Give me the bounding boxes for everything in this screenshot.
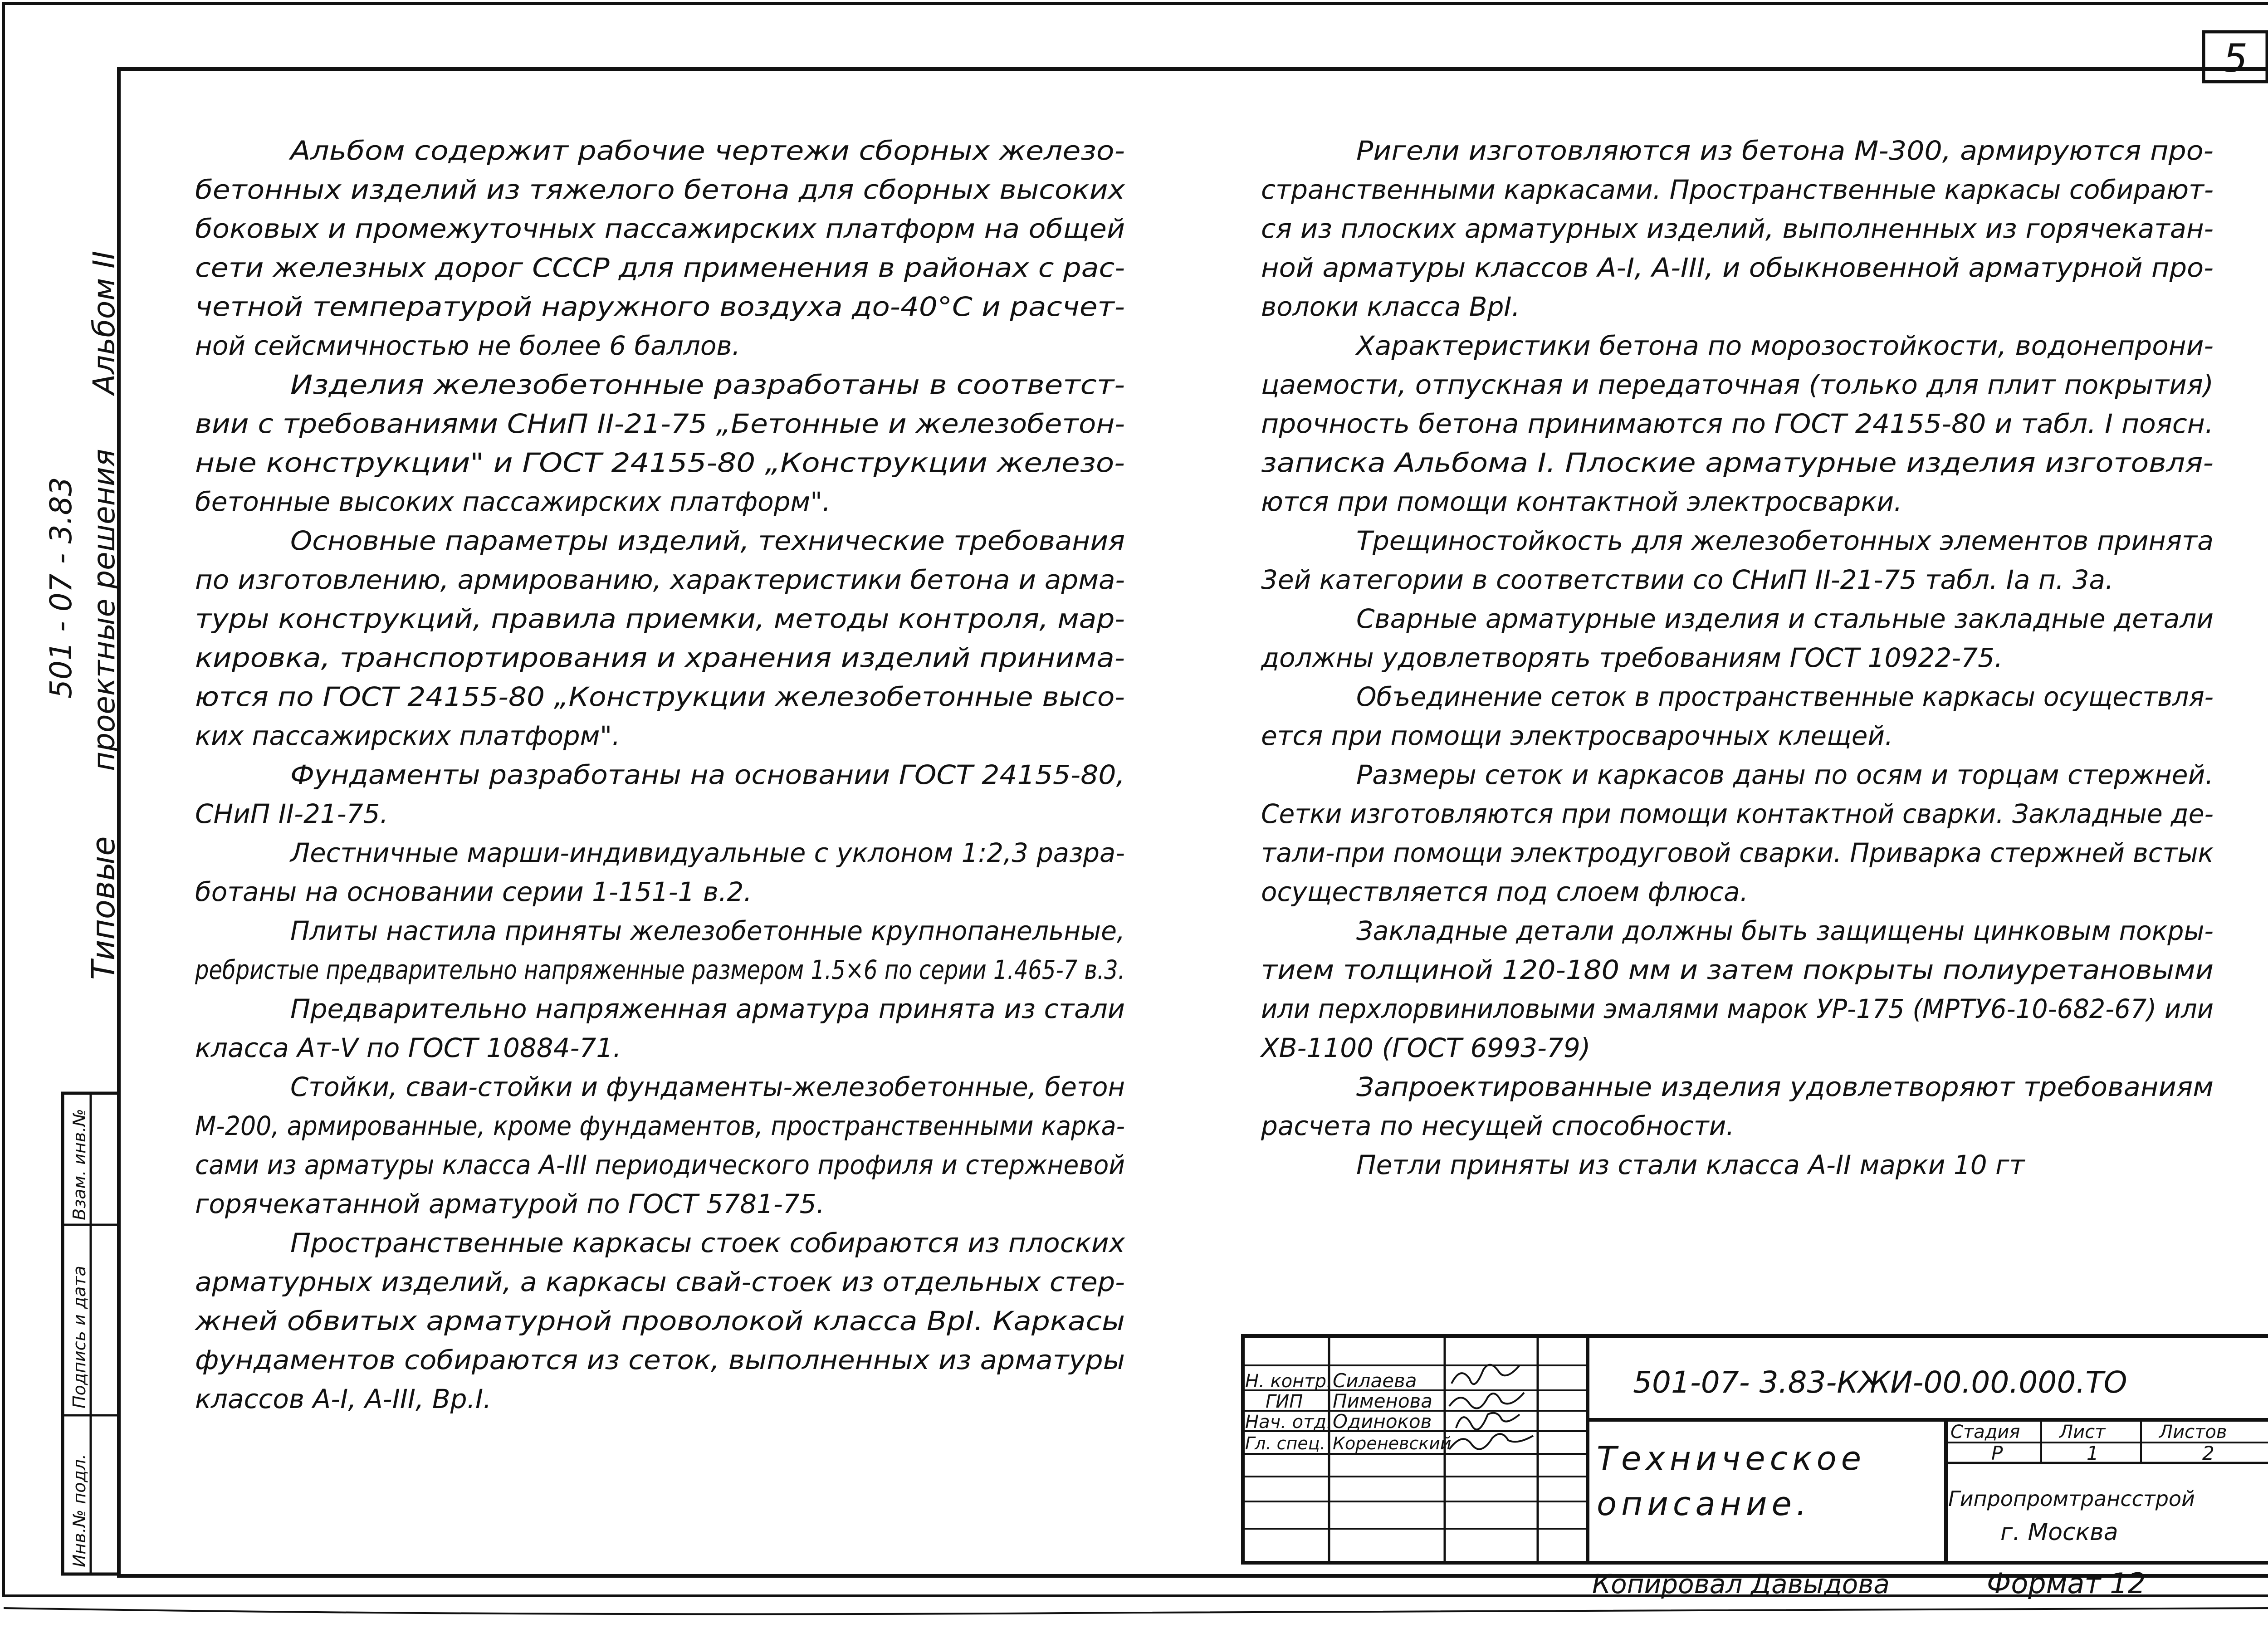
sheets-header: Листов: [2159, 1422, 2227, 1443]
text-line: четной температурой наружного воздуха до-40°С и расчет-: [195, 291, 1125, 322]
text-line: Лестничные марши-индивидуальные с уклоном 1:2,3 разра-: [289, 837, 1125, 868]
text-line: ХВ-1100 (ГОСТ 6993-79): [1261, 1032, 1591, 1063]
sheet-number: 5: [2223, 36, 2248, 81]
text-line: осуществляется под слоем флюса.: [1261, 876, 1749, 907]
text-line: Изделия железобетонные разработаны в соответст-: [290, 369, 1125, 400]
text-line: ются по ГОСТ 24155-80 „Конструкции железобетонные высо-: [195, 681, 1125, 712]
text-line: бетонных изделий из тяжелого бетона для сборных высоких: [195, 174, 1125, 205]
text-line: кировка, транспортирования и хранения изделий принима-: [195, 642, 1125, 673]
text-line: Размеры сеток и каркасов даны по осям и торцам стержней.: [1356, 759, 2214, 790]
text-line: классов А-I, А-III, Вр.I.: [195, 1384, 492, 1414]
text-line: Характеристики бетона по морозостойкости, водонепрони-: [1354, 330, 2214, 361]
text-line: горячекатанной арматурой по ГОСТ 5781-75.: [195, 1188, 825, 1219]
text-line: цаемости, отпускная и передаточная (только для плит покрытия): [1261, 369, 2214, 400]
name-silaeva: Силаева: [1333, 1369, 1417, 1392]
series-title-line2: проектные решения: [87, 449, 122, 771]
text-line: по изготовлению, армированию, характеристики бетона и арма-: [195, 564, 1125, 595]
name-pimenova: Пименова: [1333, 1390, 1433, 1412]
organization-line1: Гипропромтрансстрой: [1948, 1487, 2195, 1511]
name-odinokov: Одиноков: [1333, 1410, 1432, 1433]
left-stamp: [63, 1093, 119, 1574]
text-line: фундаментов собираются из сеток, выполненных из арматуры: [195, 1345, 1125, 1375]
text-line: Основные параметры изделий, технические требования: [290, 525, 1125, 556]
text-line: туры конструкций, правила приемки, методы контроля, мар-: [195, 603, 1125, 634]
text-line: вии с требованиями СНиП II-21-75 „Бетонные и железобетон-: [195, 408, 1125, 439]
text-line: ких пассажирских платформ".: [195, 720, 621, 751]
signature-1: [1452, 1365, 1520, 1384]
series-code: 501 - 07 - 3.83: [44, 477, 78, 699]
role-nach-otd: Нач. отд.: [1245, 1412, 1332, 1433]
signature-2: [1449, 1393, 1524, 1408]
format-label: Формат 12: [1987, 1567, 2146, 1600]
text-line: бетонные высоких пассажирских платформ".: [195, 486, 831, 517]
text-line: Закладные детали должны быть защищены цинковым покры-: [1356, 915, 2214, 946]
left-text-column: [194, 135, 1125, 1414]
text-line: класса Ат-V по ГОСТ 10884-71.: [195, 1032, 621, 1063]
album-label: Альбом II: [87, 250, 122, 395]
sheets-value: 2: [2202, 1442, 2214, 1464]
organization-line2: г. Москва: [2000, 1519, 2118, 1546]
text-line: боковых и промежуточных пассажирских платформ на общей: [195, 213, 1125, 244]
text-line: ной сейсмичностью не более 6 баллов.: [195, 330, 740, 361]
text-line: Фундаменты разработаны на основании ГОСТ 24155-80,: [290, 759, 1125, 790]
text-line: ются при помощи контактной электросварки.: [1261, 486, 1902, 517]
text-line: 3ей категории в соответствии со СНиП II-21-75 табл. Iа п. 3а.: [1261, 564, 2114, 595]
text-line: Сетки изготовляются при помощи контактной сварки. Закладные де-: [1261, 798, 2214, 829]
text-line: Ригели изготовляются из бетона М-300, армируются про-: [1356, 135, 2214, 166]
sheet-header: Лист: [2059, 1422, 2106, 1443]
series-title-line1: Типовые: [85, 836, 122, 980]
text-line: М-200, армированные, кроме фундаментов, пространственными карка-: [195, 1110, 1125, 1141]
text-line: ные конструкции" и ГОСТ 24155-80 „Конструкции железо-: [195, 447, 1125, 478]
text-line: тием толщиной 120-180 мм и затем покрыты полиуретановыми: [1261, 954, 2214, 985]
text-line: Трещиностойкость для железобетонных элементов принята: [1356, 525, 2214, 556]
sheet-value: 1: [2087, 1442, 2099, 1464]
document-title-line2: описание.: [1597, 1485, 1811, 1523]
text-line: Петли приняты из стали класса А-II марки 10 гт: [1356, 1149, 2025, 1180]
text-line: ется при помощи электросварочных клещей.: [1261, 720, 1893, 751]
role-gip: ГИП: [1266, 1391, 1303, 1412]
text-line: жней обвитых арматурной проволокой класса ВрI. Каркасы: [194, 1306, 1125, 1336]
sheet-edge: [4, 1608, 2268, 1614]
stamp-cell-replace: Взам. инв.№: [69, 1109, 89, 1220]
text-line: сами из арматуры класса А-III периодического профиля и стержневой: [195, 1149, 1125, 1180]
text-line: ся из плоских арматурных изделий, выполненных из горячекатан-: [1261, 213, 2214, 244]
stage-value: Р: [1991, 1442, 2003, 1464]
text-line: расчета по несущей способности.: [1261, 1110, 1735, 1141]
text-line: ной арматуры классов А-I, А-III, и обыкновенной арматурной про-: [1261, 252, 2214, 283]
text-line: арматурных изделий, а каркасы свай-стоек из отдельных стер-: [195, 1267, 1125, 1297]
stamp-cell-signature: Подпись и дата: [69, 1266, 89, 1408]
text-line: сети железных дорог СССР для применения в районах с рас-: [195, 252, 1125, 283]
text-line: Сварные арматурные изделия и стальные закладные детали: [1356, 603, 2214, 634]
title-block: [1243, 1336, 2268, 1563]
signature-4: [1449, 1434, 1533, 1449]
text-line: записка Альбома I. Плоские арматурные изделия изготовля-: [1261, 447, 2214, 478]
name-korenevsky: Кореневский: [1333, 1433, 1452, 1453]
text-line: прочность бетона принимаются по ГОСТ 24155-80 и табл. I поясн.: [1261, 408, 2214, 439]
document-title-line1: Техническое: [1597, 1439, 1866, 1477]
text-line: Объединение сеток в пространственные каркасы осуществля-: [1356, 681, 2214, 712]
signature-3: [1456, 1413, 1520, 1430]
stamp-cell-inv: Инв.№ подл.: [69, 1453, 89, 1567]
text-line: Пространственные каркасы стоек собираются из плоских: [290, 1227, 1125, 1258]
text-line: Запроектированные изделия удовлетворяют требованиям: [1356, 1071, 2214, 1102]
text-line: должны удовлетворять требованиям ГОСТ 10922-75.: [1261, 642, 2003, 673]
copied-by: Копировал Давыдова: [1592, 1569, 1890, 1599]
document-designation: 501-07- 3.83-КЖИ-00.00.000.ТО: [1633, 1365, 2127, 1400]
text-line: или перхлорвиниловыми эмалями марок УР-175 (МРТУ6-10-682-67) или: [1261, 993, 2214, 1024]
text-line: волоки класса ВрI.: [1261, 291, 1520, 322]
stage-header: Стадия: [1950, 1422, 2020, 1443]
role-n-kontr: Н. контр.: [1245, 1371, 1332, 1392]
text-line: Альбом содержит рабочие чертежи сборных железо-: [288, 135, 1125, 166]
text-line: ботаны на основании серии 1-151-1 в.2.: [195, 876, 752, 907]
text-line: Плиты настила приняты железобетонные крупнопанельные,: [290, 915, 1125, 946]
text-line: ребристые предварительно напряженные размером 1.5×6 по серии 1.465-7 в.3.: [195, 954, 1125, 985]
text-line: странственными каркасами. Пространственные каркасы собирают-: [1261, 174, 2214, 205]
text-line: СНиП II-21-75.: [195, 798, 388, 829]
text-line: Предварительно напряженная арматура принята из стали: [290, 993, 1125, 1024]
role-gl-spec: Гл. спец.: [1245, 1433, 1325, 1453]
right-text-column: [1260, 135, 2214, 1180]
text-line: Стойки, сваи-стойки и фундаменты-железобетонные, бетон: [290, 1071, 1125, 1102]
left-margin: [44, 251, 122, 980]
text-line: тали-при помощи электродуговой сварки. Приварка стержней встык: [1261, 837, 2214, 868]
